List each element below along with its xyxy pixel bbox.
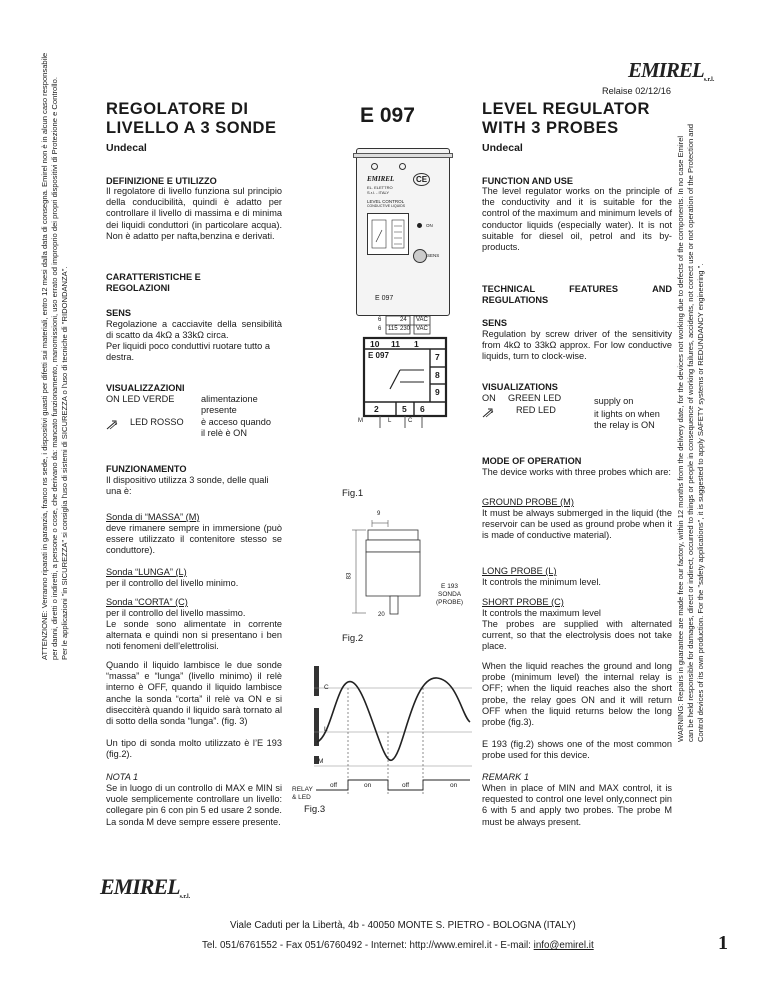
pin-10: 10 [370,339,380,349]
e193-label-2: SONDA [437,591,462,598]
probe-drawing [340,505,470,620]
wiring-115: 115 [388,326,398,332]
dim-9: 9 [377,511,381,517]
subtitle-english: Undecal [482,142,523,154]
brand-logo-bottom [100,874,190,900]
it-massa-heading: Sonda di “MASSA” (M) [106,512,200,522]
it-note-text: Se in luogo di un controllo di MAX e MIN si vuole semplicemente controllare un livello: collegare pin 6 con pin 5 ed usare 2 sonde. La sonda M deve sempre essere presente. [106,783,282,827]
title-english [482,100,650,138]
en-red-led-desc-1: it lights on when [594,409,660,419]
en-on-label: ON [482,393,496,403]
it-sens-text2: Per liquidi poco conduttivi ruotare tutto a destra. [106,341,270,363]
it-sens-heading: SENS [106,308,132,318]
timing-label-m: M [318,758,324,765]
e193-label-1: E 193 [441,583,459,590]
en-function-text: The level regulator works on the principle of the conductivity and it is suitable for the control of the maximum and minimum levels of conductor liquids (especially water). It is not suitable for diesel oil, petrol and its by-products. [482,186,672,253]
pin-7: 7 [435,352,440,362]
en-supply-on: supply on [594,396,634,406]
wiring-230: 230 [400,326,411,332]
timing-off-2: off [402,782,410,789]
title-english-line1: LEVEL REGULATOR [482,100,650,118]
warning-italian-line1: ATTENZIONE: Verranno riparati in garanzia, franco ns sede, i dispositivi guasti per difetti sui materiali, entro 12 mesi dalla data di consegna. Emirel non è in alcun caso responsabile [40,52,49,660]
en-long-text: It controls the minimum level. [482,577,601,587]
subtitle-italian: Undecal [106,142,147,154]
en-remark-text: When in place of MIN and MAX control, it is requested to control one level only,connect pin 6 with 5 and apply two probes. The probe M must be always present. [482,783,672,827]
en-tech-heading-w3: AND [652,284,672,294]
en-sens-text: Regulation by screw driver of the sensitivity from 4kΩ to 33kΩ approx. For low conductive liquids, turn to clock-wise. [482,329,672,362]
en-visual-heading: VISUALIZATIONS [482,382,558,392]
brand-logo-bottom-srl: s.r.l. [179,894,191,900]
relay-led-label-1: RELAY [292,786,313,793]
en-ground-text: It must be always submerged in the liquid (the reservoir can be used as ground probe when it is made of conductive material). [482,508,672,541]
device-screw-icon [371,163,378,170]
timing-off-1: off [330,782,338,789]
device-brand: EMIREL [367,175,395,183]
it-massa-text: deve rimanere sempre in immersione (può essere utilizzato il contenitore stesso se conduttore). [106,523,282,556]
timing-label-c: C [324,684,329,691]
device-diagram-box [367,213,409,255]
title-italian [106,100,276,138]
probe-c-label: C [408,418,413,424]
it-when-text: Quando il liquido lambisce le due sonde “massa” e “lunga” (livello minimo) il relè interno è OFF, quando il liquido lambisce anche la sonda “corta” il relè va ON e si diseccitèrà quando il liquido sarà tornato al di sotto della sonda “lunga”. (fig. 3) [106,660,282,727]
brand-logo-srl: s.r.l. [703,77,715,83]
en-short-text-1: It controls the maximum level [482,608,601,618]
wiring-vac2: VAC [416,326,428,332]
device-sens-label: SENS [427,253,440,258]
en-tech-heading [482,284,672,306]
it-corta-text-2: Le sonde sono alimentate in corrente alternata e quindi non si presentano i ben noti fenomeni dell’elettrolisi. [106,619,282,652]
product-code: E 097 [360,104,415,127]
en-remark-heading: REMARK 1 [482,772,529,782]
en-sens-heading: SENS [482,318,508,328]
en-long-heading: LONG PROBE (L) [482,566,557,576]
en-mode-text: The device works with three probes which are: [482,467,671,477]
en-e193-text: E 193 (fig.2) shows one of the most common probe used for this device. [482,739,672,761]
en-red-led-desc [594,409,660,431]
pin-5: 5 [402,404,407,414]
warning-italian-line3: Per le applicazioni "in SICUREZZA" si consiglia l'uso di sistemi di SICUREZZA o l'uso di tecniche di "RIDONDANZA". [59,266,69,660]
title-english-line2: WITH 3 PROBES [482,119,619,137]
footer-email-link[interactable]: info@emirel.it [533,940,594,951]
device-screw-icon [399,163,406,170]
en-tech-heading-w4: REGULATIONS [482,295,549,305]
fig3-caption: Fig.3 [304,804,326,815]
en-red-led-label: RED LED [516,405,556,415]
it-operation-text: Il dispositivo utilizza 3 sonde, delle quali una è: [106,475,269,497]
en-when-text: When the liquid reaches the ground and long probe (minimum level) the internal relay is OFF; when the liquid reaches also the short probe, the relay goes ON and it will return OFF when the liquid returns below the long probe (fig.3). [482,661,672,728]
device-model-2: CONDUCTIVE LIQUIDS [367,204,406,208]
led-icon-en [482,405,494,423]
wiring-6b: 6 [378,326,382,332]
it-on-led-label: ON LED VERDE [106,394,175,404]
pin-1: 1 [414,339,419,349]
en-mode-heading: MODE OF OPERATION [482,456,582,466]
warning-italian-line2: per danni, diretti o indiretti, a persone o cose, che derivano da: mancato funzionamento, manomissioni, uso errato od improprio dei propri dispositivi di Protezione e Controllo. [49,77,59,660]
wiring-vac1: VAC [416,317,428,323]
device-company: EL. ELETTRO [367,185,393,190]
it-features-heading [106,272,201,294]
it-visual-heading: VISUALIZZAZIONI [106,383,185,393]
timing-label-l: L [324,726,328,733]
wiring-diagram [340,314,470,499]
dim-83-text: 83 [346,572,353,580]
it-note-heading: NOTA 1 [106,772,139,782]
fig2-caption: Fig.2 [342,633,364,644]
e193-label-3: (PROBE) [436,599,464,606]
en-ground-heading: GROUND PROBE (M) [482,497,574,507]
it-definition-heading: DEFINIZIONE E UTILIZZO [106,176,217,186]
dim-83 [346,573,352,580]
brand-logo-text: EMIREL [628,58,704,82]
release-date: Relaise 02/12/16 [602,86,671,96]
e193-label [436,583,463,607]
en-tech-heading-w1: TECHNICAL [482,284,536,294]
dim-20: 20 [378,612,385,618]
page-number: 1 [718,932,728,954]
it-red-led-desc [201,417,271,439]
device-front-image [356,148,450,316]
footer-contacts-text: Tel. 051/6761552 - Fax 051/6760492 - Internet: http://www.emirel.it - E-mail: [202,940,534,951]
it-lunga-heading: Sonda “LUNGA” (L) [106,567,187,577]
title-italian-line1: REGOLATORE DI [106,100,249,118]
device-ce-mark: CE [413,173,430,186]
device-code-label: E 097 [375,295,394,302]
it-on-led-desc-1: alimentazione [201,394,258,404]
pin-11: 11 [391,339,400,349]
en-short-heading: SHORT PROBE (C) [482,597,564,607]
it-lunga-text: per il controllo del livello minimo. [106,578,239,588]
it-red-led-desc-1: è acceso quando [201,417,271,427]
timing-diagram [292,636,472,796]
en-tech-heading-w2: FEATURES [569,284,619,294]
it-on-led-desc-2: presente [201,405,237,416]
it-probe-type-text: Un tipo di sonda molto utilizzato è l’E 193 (fig.2). [106,738,282,760]
warning-english-line3: Control devices of its own production. For the "safety applications", it is suggested to apply SAFETY systems or REDUNDANCY engineering ". [695,263,705,742]
relay-led-label-2: & LED [292,794,311,801]
en-function-heading: FUNCTION AND USE [482,176,574,186]
it-on-led-desc [201,394,258,416]
en-short-text-2: The probes are supplied with alternated current, so that the electrolysis does not take place. [482,619,672,652]
footer-address: Viale Caduti per la Libertà, 4b - 40050 MONTE S. PIETRO - BOLOGNA (ITALY) [230,920,576,931]
title-italian-line2: LIVELLO A 3 SONDE [106,119,277,137]
device-on-label: ON [426,223,433,228]
pin-9: 9 [435,387,440,397]
timing-on-2: on [450,782,458,789]
device-city: S.r.l. - ITALY [367,190,390,195]
probe-l-label: L [388,418,392,424]
it-operation-heading: FUNZIONAMENTO [106,464,187,474]
led-icon [106,417,118,435]
wiring-6a: 6 [378,317,382,323]
it-features-heading-line2: REGOLAZIONI [106,283,170,293]
wiring-code: E 097 [368,351,389,360]
en-green-led-label: GREEN LED [508,393,562,403]
footer-contacts [202,940,594,951]
probe-m-label: M [358,418,363,424]
warning-english-line1: WARNING: Repairs in guarantee are made free our factory, within 12 months from the delivery date, for the devices not working due to defects of the components. In no case Emirel [676,135,685,742]
brand-logo-bottom-text: EMIREL [100,874,180,899]
timing-on-1: on [364,782,372,789]
it-red-led-label: LED ROSSO [130,417,184,427]
pin-2: 2 [374,404,379,414]
it-red-led-desc-2: il relè è ON [201,428,247,439]
en-red-led-desc-2: the relay is ON [594,420,655,431]
warning-english-line2: can be held responsible for damages, direct or indirect, occurred to things or people in consequence of working failures, accidents, not correct use or not operation of the Protection and [685,124,695,742]
it-definition-text: Il regolatore di livello funziona sul principio della conducibilità, quindi è adatto per controllare il livello di massima e di minima dei liquidi conduttori (in particolare acqua). Non è adatto per nafta,benzina e derivati. [106,186,282,241]
pin-6: 6 [420,404,425,414]
pin-8: 8 [435,370,440,380]
it-sens-text: Regolazione a cacciavite della sensibilità di scatto da 4kΩ a 33kΩ circa. [106,319,282,341]
relay-led-label [292,786,313,802]
it-corta-text-1: per il controllo del livello massimo. [106,608,246,618]
device-sens-knob-icon [413,249,427,263]
device-model-1: LEVEL CONTROL [367,199,405,204]
it-features-heading-line1: CARATTERISTICHE E [106,272,201,282]
fig1-caption: Fig.1 [342,488,364,499]
device-on-led-icon [417,223,422,228]
wiring-24: 24 [400,317,407,323]
it-corta-heading: Sonda “CORTA” (C) [106,597,188,607]
